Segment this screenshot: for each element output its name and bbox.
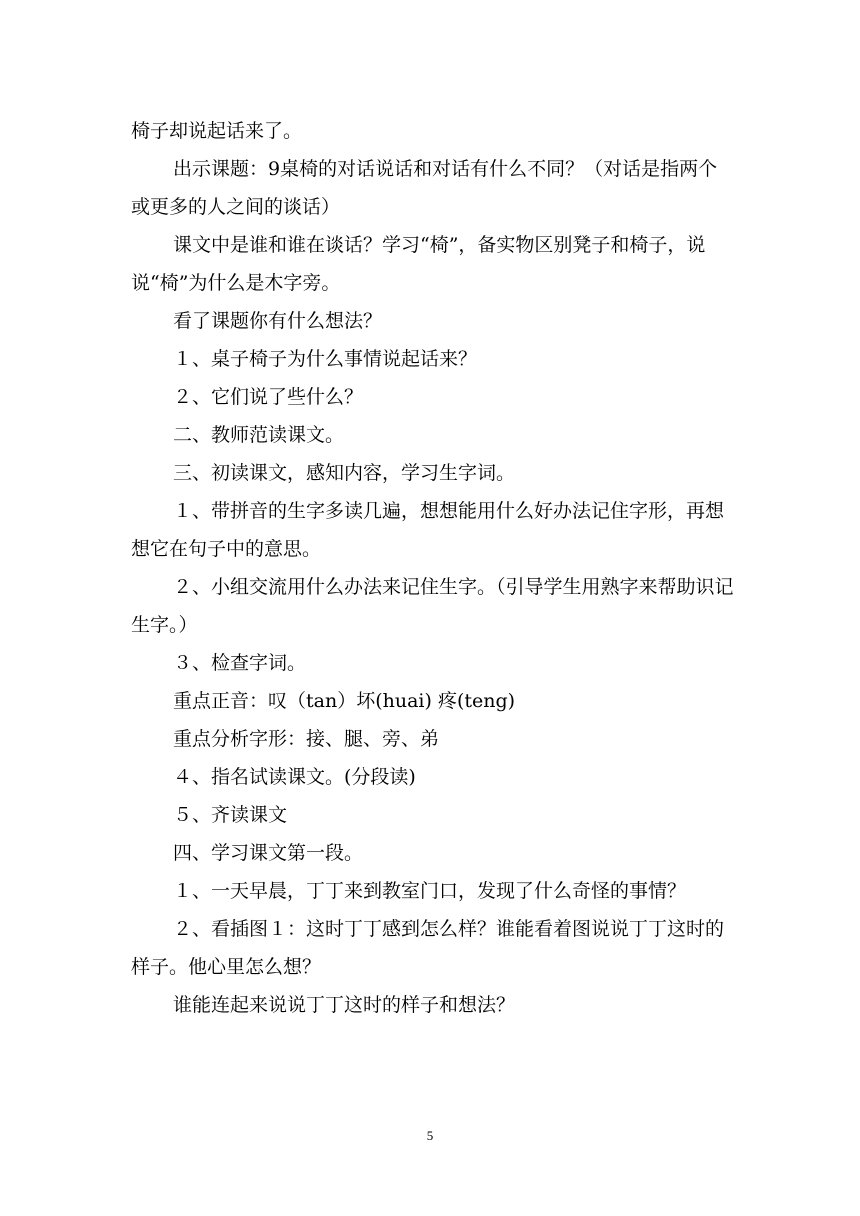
- paragraph: 课文中是谁和谁在谈话？学习“椅”，备实物区别凳子和椅子，说说“椅”为什么是木字旁。: [131, 234, 706, 294]
- list-item: ２、它们说了些什么？: [173, 386, 364, 408]
- list-item: １、一天早晨，丁丁来到教室门口，发现了什么奇怪的事情？: [173, 880, 687, 902]
- list-item: ４、指名试读课文。(分段读): [173, 766, 416, 788]
- section-heading: 四、学习课文第一段。: [173, 842, 364, 864]
- paragraph: 谁能连起来说说丁丁这时的样子和想法？: [173, 994, 516, 1016]
- paragraph: 椅子却说起话来了。: [131, 120, 303, 142]
- section-heading: 三、初读课文，感知内容，学习生字词。: [173, 462, 516, 484]
- list-item: ５、齐读课文: [173, 804, 288, 826]
- list-item: ２、看插图１：这时丁丁感到怎么样？谁能看着图说说丁丁这时的样子。他心里怎么想？: [131, 918, 725, 978]
- paragraph: 重点分析字形：接、腿、旁、弟: [173, 728, 440, 750]
- section-heading: 二、教师范读课文。: [173, 424, 345, 446]
- list-item: ３、检查字词。: [173, 652, 307, 674]
- paragraph: 出示课题：9桌椅的对话说话和对话有什么不同？（对话是指两个或更多的人之间的谈话）: [131, 158, 718, 218]
- list-item: １、桌子椅子为什么事情说起话来？: [173, 348, 478, 370]
- document-body: [131, 112, 735, 1024]
- paragraph: 看了课题你有什么想法？: [173, 310, 383, 332]
- list-item: １、带拼音的生字多读几遍，想想能用什么好办法记住字形，再想想它在句子中的意思。: [131, 500, 725, 560]
- list-item: ２、小组交流用什么办法来记住生字。（引导学生用熟字来帮助识记生字。）: [131, 576, 734, 636]
- paragraph: 重点正音：叹（tan）坏(huai) 疼(teng): [173, 690, 516, 712]
- page-number: 5: [426, 1128, 434, 1143]
